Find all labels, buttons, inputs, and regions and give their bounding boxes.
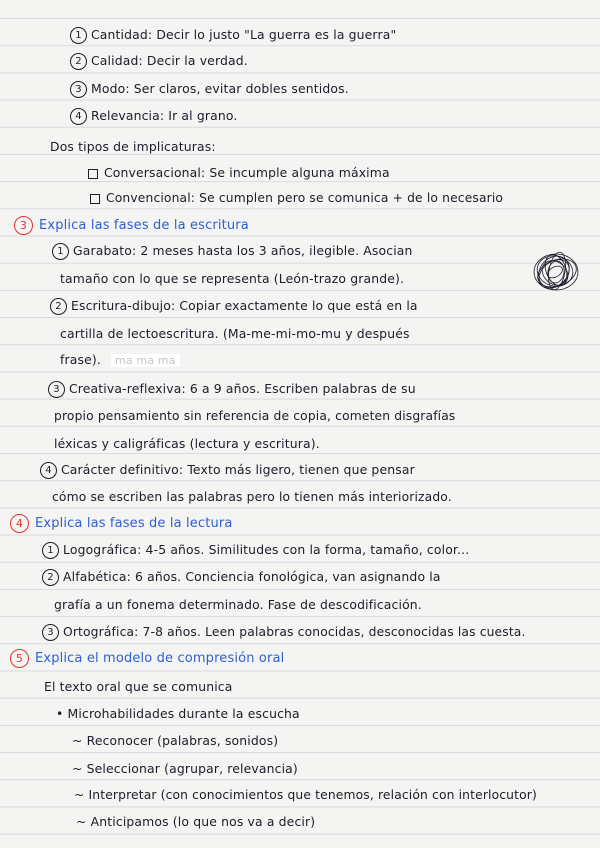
oral-bullet: • Microhabilidades durante la escucha [56, 706, 300, 721]
maxima-3-text: Modo: Ser claros, evitar dobles sentidos. [91, 81, 349, 96]
fase-3-line-2: propio pensamiento sin referencia de copia, cometen disgrafías [54, 409, 456, 423]
oral-item-1: ~ Reconocer (palabras, sonidos) [72, 733, 279, 748]
implicatura-item-2 [90, 191, 503, 205]
number-circle: 2 [70, 53, 87, 70]
lectura-fase-3 [42, 624, 526, 641]
fase-1-line-1: Garabato: 2 meses hasta los 3 años, ilegible. Asocian [73, 243, 413, 258]
fase-4-line-2: cómo se escriben las palabras pero lo tienen más interiorizado. [52, 490, 452, 504]
fase-4-line-1: Carácter definitivo: Texto más ligero, tienen que pensar [61, 462, 415, 477]
number-circle: 4 [40, 462, 57, 479]
maxima-2 [70, 53, 248, 70]
section-3-title: Explica las fases de la escritura [39, 218, 249, 233]
section-5-heading [10, 649, 284, 668]
fase-2-line-3 [60, 352, 180, 367]
oral-intro: El texto oral que se comunica [44, 679, 233, 694]
scribble-drawing-icon [530, 248, 582, 296]
section-5-title: Explica el modelo de compresión oral [35, 651, 285, 666]
example-mamama: ma ma ma [111, 354, 180, 367]
oral-item-4: ~ Anticipamos (lo que nos va a decir) [76, 814, 316, 829]
fase-2-line-2: cartilla de lectoescritura. (Ma-me-mi-mo-mu y después [60, 326, 410, 341]
checkbox-icon [88, 169, 98, 179]
implicatura-2-text: Convencional: Se cumplen pero se comunica + de lo necesario [106, 191, 504, 205]
maxima-1-text: Cantidad: Decir lo justo "La guerra es la guerra" [91, 27, 397, 42]
section-4-title: Explica las fases de la lectura [35, 516, 233, 531]
fase-1-line-2: tamaño con lo que se representa (León-trazo grande). [60, 271, 405, 286]
checkbox-icon [90, 194, 100, 204]
fase-3-line-3: léxicas y caligráficas (lectura y escritura). [54, 436, 320, 451]
section-number-circle: 3 [14, 216, 33, 235]
implicatura-item-1 [88, 165, 390, 180]
number-circle: 3 [48, 381, 65, 398]
fase-3-line-1: Creativa-reflexiva: 6 a 9 años. Escriben palabras de su [69, 381, 416, 396]
maxima-4-text: Relevancia: Ir al grano. [91, 108, 238, 123]
escritura-fase-4 [40, 462, 415, 479]
lectura-fase-1-line-1: Logográfica: 4-5 años. Similitudes con la forma, tamaño, color... [63, 542, 470, 557]
maxima-1 [70, 27, 396, 44]
implicaturas-title: Dos tipos de implicaturas: [50, 139, 216, 154]
maxima-3 [70, 81, 349, 98]
escritura-fase-3 [48, 381, 416, 398]
section-4-heading [10, 514, 232, 533]
escritura-fase-1 [52, 243, 413, 260]
lectura-fase-1 [42, 542, 469, 559]
implicatura-1-text: Conversacional: Se incumple alguna máxima [104, 165, 390, 180]
section-3-heading [14, 216, 249, 235]
lectura-fase-2-line-1: Alfabética: 6 años. Conciencia fonológica, van asignando la [63, 569, 441, 584]
oral-item-2: ~ Seleccionar (agrupar, relevancia) [72, 761, 298, 776]
number-circle: 1 [52, 243, 69, 260]
section-number-circle: 4 [10, 514, 29, 533]
section-number-circle: 5 [10, 649, 29, 668]
lectura-fase-2-line-2: grafía a un fonema determinado. Fase de descodificación. [54, 597, 422, 612]
number-circle: 4 [70, 108, 87, 125]
number-circle: 3 [42, 624, 59, 641]
number-circle: 2 [50, 298, 67, 315]
number-circle: 1 [70, 27, 87, 44]
number-circle: 3 [70, 81, 87, 98]
number-circle: 2 [42, 569, 59, 586]
lectura-fase-3-line-1: Ortográfica: 7-8 años. Leen palabras conocidas, desconocidas las cuesta. [63, 625, 526, 639]
oral-item-3: ~ Interpretar (con conocimientos que tenemos, relación con interlocutor) [74, 788, 537, 802]
escritura-fase-2 [50, 298, 418, 315]
maxima-4 [70, 108, 237, 125]
maxima-2-text: Calidad: Decir la verdad. [91, 53, 248, 68]
fase-2-line-1: Escritura-dibujo: Copiar exactamente lo que está en la [71, 298, 418, 313]
lectura-fase-2 [42, 569, 441, 586]
fase-2-line-3-text: frase). [60, 352, 101, 367]
number-circle: 1 [42, 542, 59, 559]
